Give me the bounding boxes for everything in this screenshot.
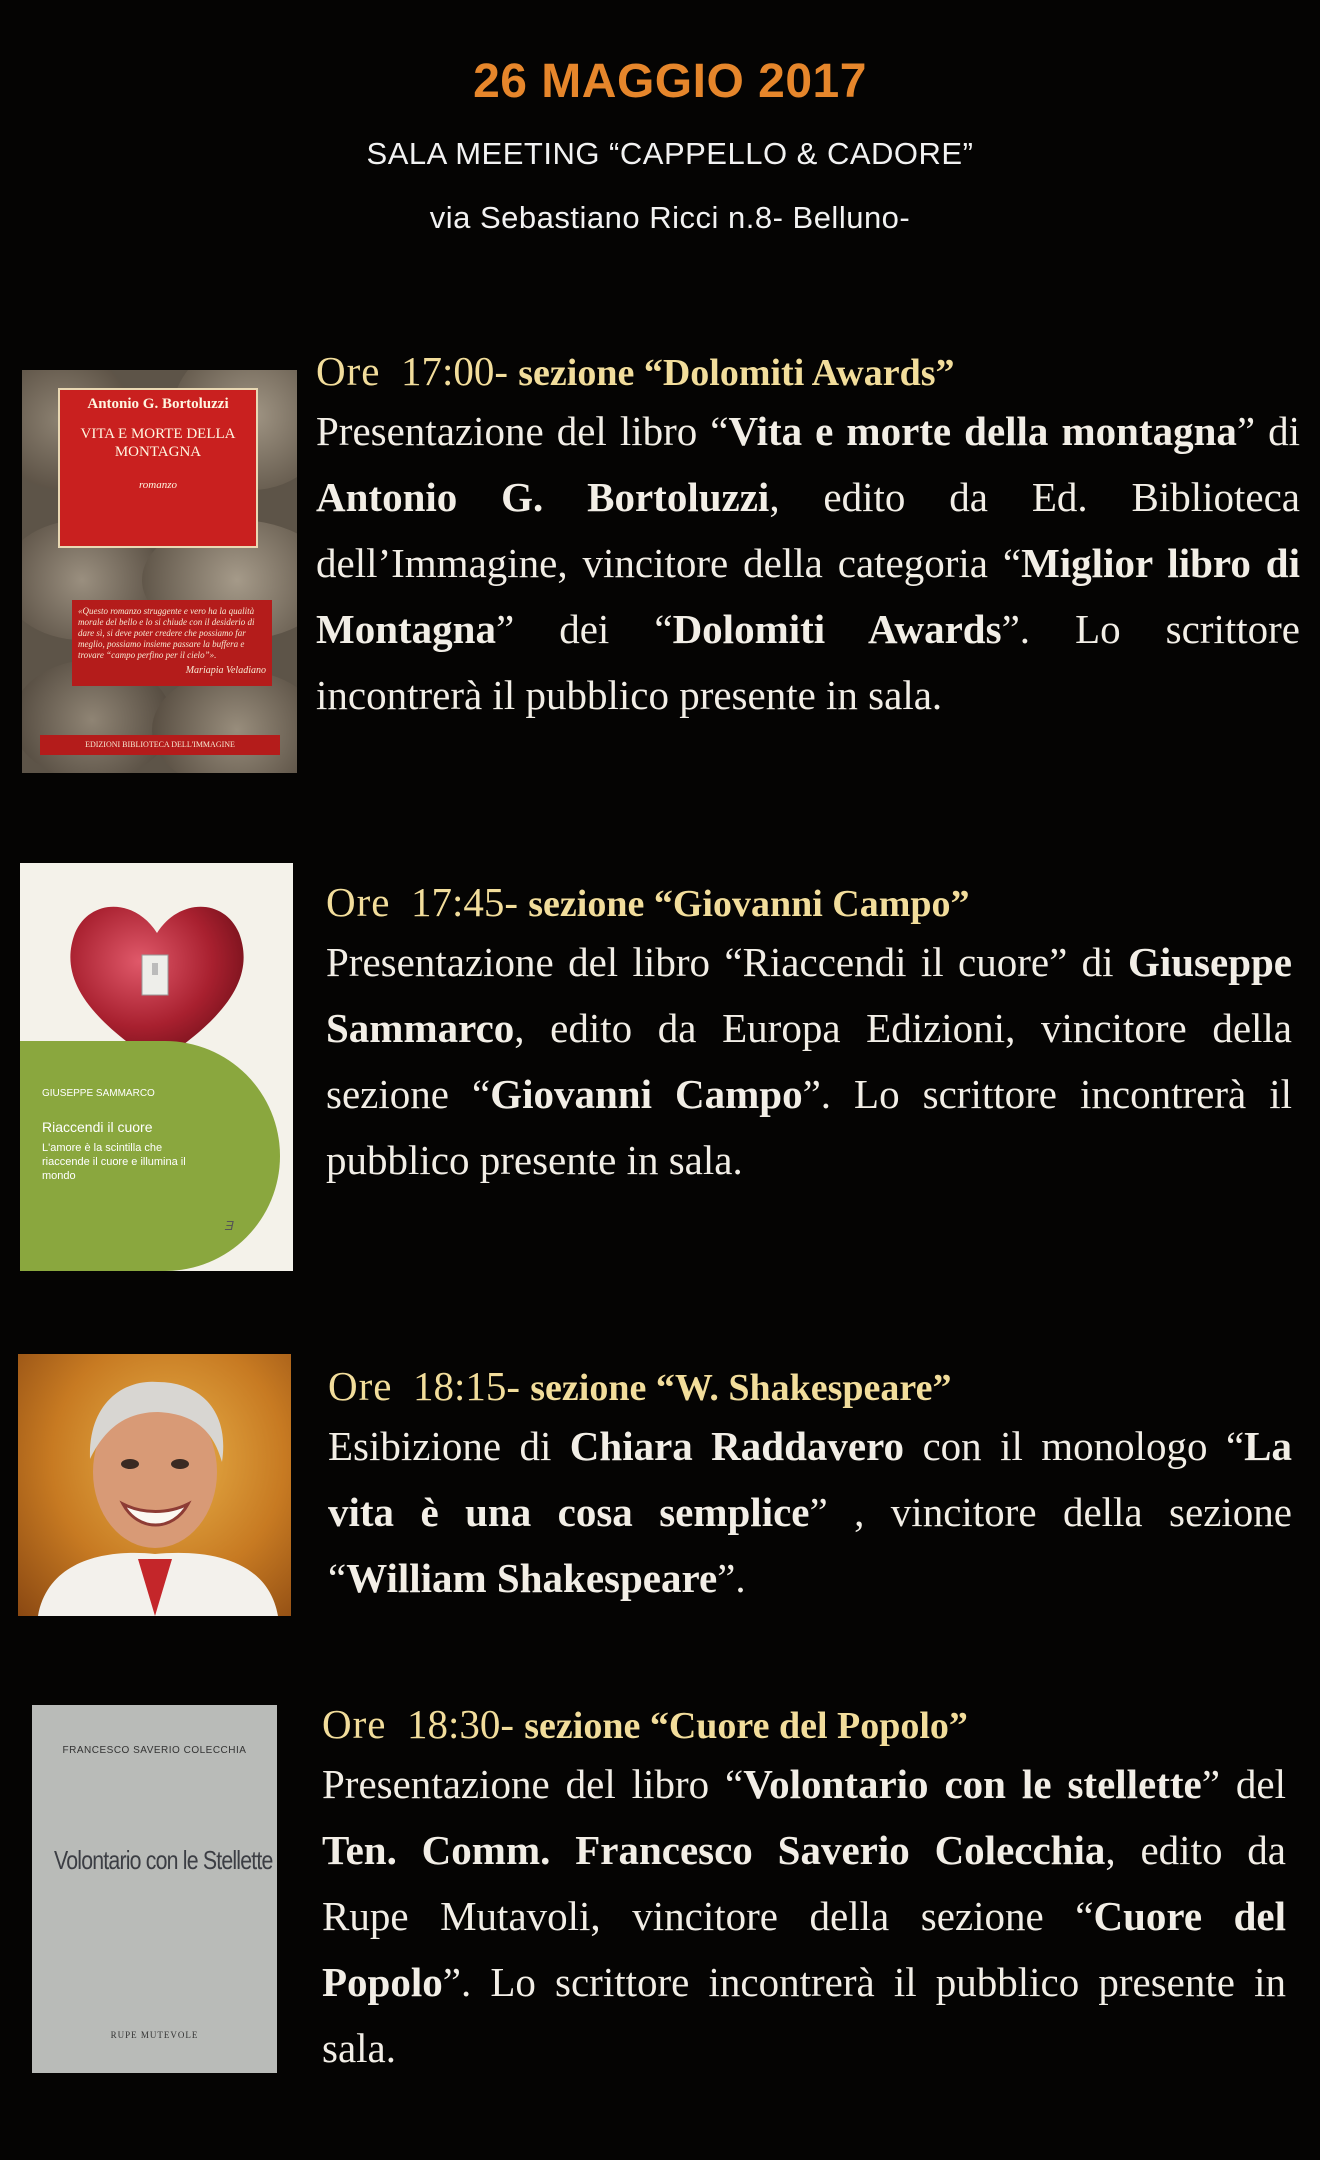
- description-bold-run: Dolomiti Awards: [672, 606, 1002, 653]
- cover-author: FRANCESCO SAVERIO COLECCHIA: [62, 1745, 247, 1756]
- cover-title: Riaccendi il cuore: [42, 1119, 153, 1135]
- event-time: 17:00-: [400, 348, 509, 394]
- event-time: 17:45-: [410, 879, 519, 925]
- description-run: ”. Lo scrittore incontrerà il pubblico presente in sala.: [326, 1071, 1293, 1184]
- event-date: 26 MAGGIO 2017: [473, 55, 867, 108]
- cover-quote-author: Mariapia Veladiano: [185, 665, 266, 676]
- event-description: [326, 929, 1292, 1193]
- description-run: con il monologo “: [904, 1423, 1245, 1470]
- description-bold-run: Giovanni Campo: [490, 1071, 803, 1118]
- event-item: [326, 876, 1292, 1193]
- publisher-logo-icon: Ǝ: [225, 1218, 234, 1233]
- event-heading: [316, 345, 1300, 398]
- description-bold-run: Ten. Comm. Francesco Saverio Colecchia: [322, 1827, 1106, 1874]
- cover-quote-text: «Questo romanzo struggente e vero ha la qualità morale del bello e lo si chiude con il desiderio di dare sì, si deve poter credere che possiamo far meglio, possiamo insieme passare la buffera e trovare “campo perfino per il cielo”».: [78, 606, 255, 660]
- event-ore: Ore: [316, 348, 381, 394]
- cover-quote: [72, 600, 272, 686]
- description-bold-run: Antonio G. Bortoluzzi: [316, 474, 770, 521]
- description-run: ” di: [1236, 408, 1300, 455]
- portrait-photo: [18, 1354, 291, 1616]
- description-bold-run: Volontario con le stellette: [743, 1761, 1202, 1808]
- description-bold-run: Vita e morte della montagna: [728, 408, 1237, 455]
- cover-author-first: GIUSEPPE: [42, 1088, 94, 1099]
- cover-subtitle: L'amore è la scintilla che riaccende il cuore e illumina il mondo: [42, 1142, 186, 1182]
- event-heading: [326, 876, 1292, 929]
- event-item: [316, 345, 1300, 728]
- description-run: ” , vincitore della sezione “: [328, 1489, 1292, 1602]
- event-section: sezione “W. Shakespeare”: [530, 1367, 952, 1409]
- description-run: ”. Lo scrittore incontrerà il pubblico presente in sala.: [322, 1959, 1286, 2072]
- description-bold-run: Miglior libro di Montagna: [316, 540, 1300, 653]
- description-run: Esibizione di: [328, 1423, 570, 1470]
- description-run: ”.: [717, 1555, 746, 1602]
- description-run: Presentazione del libro “Riaccendi il cuore” di: [326, 939, 1128, 986]
- cover-author: [42, 1088, 212, 1099]
- cover-title: Volontario con le Stellette: [54, 1845, 273, 1875]
- event-ore: Ore: [326, 879, 391, 925]
- person-icon: [18, 1354, 291, 1616]
- event-ore: Ore: [328, 1363, 393, 1409]
- event-ore: Ore: [322, 1701, 387, 1747]
- event-heading: [328, 1360, 1292, 1413]
- cover-genre: romanzo: [138, 479, 178, 491]
- description-run: ”. Lo scrittore incontrerà il pubblico presente in sala.: [316, 606, 1301, 719]
- description-run: Presentazione del libro “: [322, 1761, 744, 1808]
- description-bold-run: Chiara Raddavero: [569, 1423, 905, 1470]
- description-bold-run: La vita è una cosa semplice: [328, 1423, 1292, 1536]
- event-description: [316, 398, 1300, 728]
- event-item: [322, 1698, 1286, 2081]
- event-description: [328, 1413, 1292, 1611]
- description-run: ” dei “: [495, 606, 673, 653]
- venue-address: via Sebastiano Ricci n.8- Belluno-: [429, 200, 911, 235]
- description-run: , edito da Rupe Mutavoli, vincitore della sezione “: [322, 1827, 1287, 1940]
- description-bold-run: William Shakespeare: [346, 1555, 718, 1602]
- event-time: 18:15-: [412, 1363, 521, 1409]
- cover-publisher: RUPE MUTEVOLE: [110, 2030, 199, 2040]
- cover-author: Antonio G. Bortoluzzi: [87, 396, 229, 412]
- description-bold-run: Giuseppe Sammarco: [326, 939, 1292, 1052]
- event-section: sezione “Giovanni Campo”: [528, 883, 970, 925]
- description-run: Presentazione del libro “: [316, 408, 729, 455]
- event-item: [328, 1360, 1292, 1611]
- cover-publisher: EDIZIONI BIBLIOTECA DELL'IMMAGINE: [40, 735, 280, 755]
- cover-title-box: [58, 388, 258, 548]
- book-cover-volontario: [32, 1705, 277, 2073]
- event-heading: [322, 1698, 1286, 1751]
- event-description: [322, 1751, 1286, 2081]
- venue-name: SALA MEETING “CAPPELLO & CADORE”: [366, 136, 974, 171]
- event-time: 18:30-: [406, 1701, 515, 1747]
- cover-title: VITA E MORTE DELLA MONTAGNA: [80, 426, 236, 460]
- event-section: sezione “Cuore del Popolo”: [524, 1705, 968, 1747]
- cover-author-last: SAMMARCO: [95, 1088, 155, 1099]
- description-run: , edito da Europa Edizioni, vincitore della sezione “: [326, 1005, 1292, 1118]
- description-run: ” del: [1201, 1761, 1286, 1808]
- book-cover-vita-e-morte: [22, 370, 297, 773]
- book-cover-riaccendi-il-cuore: [20, 863, 293, 1271]
- description-run: , edito da Ed. Biblioteca dell’Immagine, vincitore della categoria “: [316, 474, 1300, 587]
- description-bold-run: Cuore del Popolo: [322, 1893, 1286, 2006]
- cover-text: [42, 1088, 212, 1183]
- event-section: sezione “Dolomiti Awards”: [518, 352, 955, 394]
